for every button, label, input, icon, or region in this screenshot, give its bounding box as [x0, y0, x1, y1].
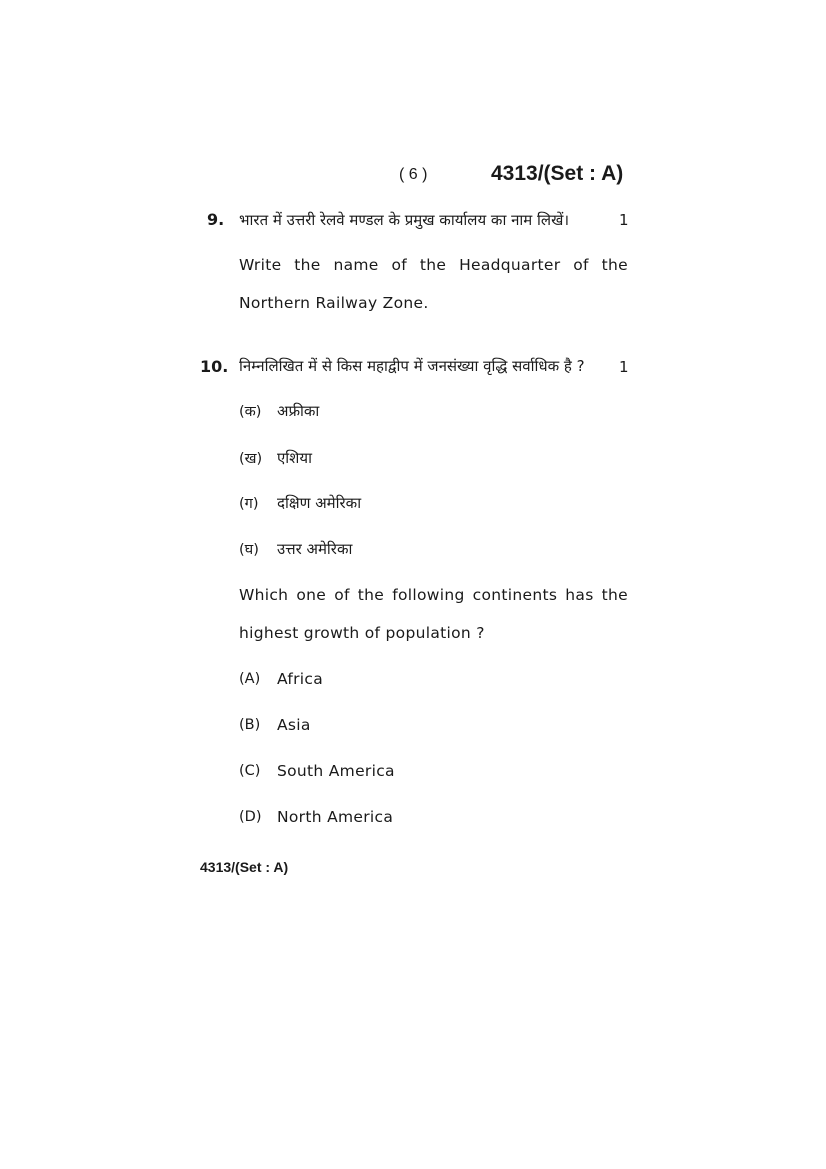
word: the: [294, 256, 321, 274]
word: Write: [239, 256, 282, 274]
question-10-marks: 1: [619, 358, 629, 376]
question-9-english-line1: [239, 256, 628, 274]
question-10-number: 10.: [200, 357, 229, 376]
word: Which: [239, 586, 289, 604]
option-label: (D): [239, 809, 262, 825]
word: of: [573, 256, 589, 274]
question-9-marks: 1: [619, 211, 629, 229]
word: of: [334, 586, 350, 604]
option-text: अफ्रीका: [277, 402, 320, 420]
option-label: (B): [239, 717, 261, 733]
word: name: [333, 256, 379, 274]
option-text: South America: [277, 762, 395, 780]
option-label: (क): [239, 404, 262, 420]
option-text: Africa: [277, 670, 324, 688]
word: following: [392, 586, 465, 604]
option-text: एशिया: [277, 449, 312, 467]
option-text: उत्तर अमेरिका: [277, 540, 353, 558]
option-label: (ख): [239, 451, 263, 467]
word: of: [391, 256, 408, 274]
question-10-hindi: निम्नलिखित में से किस महाद्वीप में जनसंख्या वृद्धि सर्वाधिक है ?: [239, 357, 585, 375]
option-text: दक्षिण अमेरिका: [277, 494, 362, 512]
option-label: (घ): [239, 542, 259, 558]
option-label: (ग): [239, 496, 259, 512]
question-10-english-line2: highest growth of population ?: [239, 624, 485, 642]
question-9-hindi: भारत में उत्तरी रेलवे मण्डल के प्रमुख कार्यालय का नाम लिखें।: [239, 211, 570, 229]
word: the: [357, 586, 385, 604]
word: the: [601, 256, 628, 274]
option-text: North America: [277, 808, 394, 826]
word: the: [419, 256, 447, 274]
word: one: [296, 586, 327, 604]
question-9-number: 9.: [207, 210, 225, 229]
option-text: Asia: [277, 716, 311, 734]
word: Headquarter: [459, 256, 561, 274]
word: the: [601, 586, 628, 604]
question-10-english-line1: [239, 586, 628, 604]
option-label: (C): [239, 763, 261, 779]
paper-code-header: 4313/(Set : A): [491, 162, 624, 185]
question-9-english-line2: Northern Railway Zone.: [239, 294, 429, 312]
paper-code-footer: 4313/(Set : A): [200, 859, 289, 875]
word: has: [565, 586, 594, 604]
word: continents: [472, 586, 558, 604]
page-number: ( 6 ): [399, 166, 428, 183]
option-label: (A): [239, 671, 261, 687]
